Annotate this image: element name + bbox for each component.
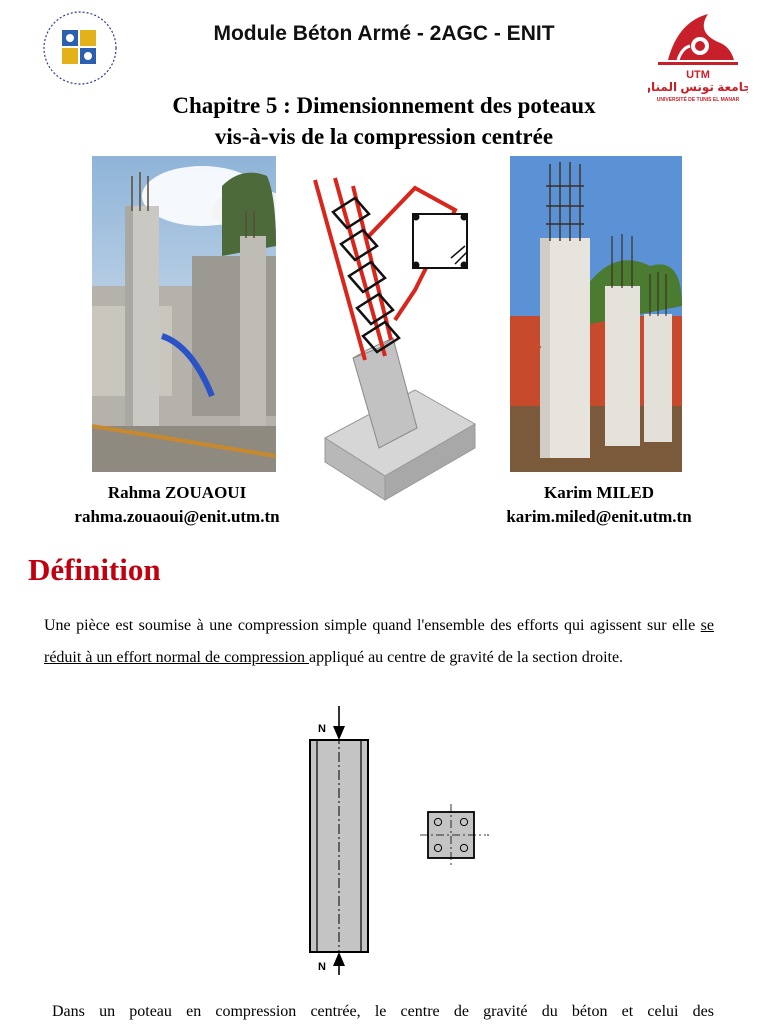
bottom-paragraph: Dans un poteau en compression centrée, le centre de gravité du béton et celui des xyxy=(52,1003,714,1020)
column-cross-section xyxy=(428,812,474,858)
enit-logo xyxy=(30,8,130,88)
photo-construction-site xyxy=(92,156,276,472)
photo-round-columns xyxy=(510,156,682,472)
author-email[interactable]: karim.miled@enit.utm.tn xyxy=(506,507,692,526)
author-name: Karim MILED xyxy=(543,483,655,502)
utm-logo-letters: UTM xyxy=(686,69,710,81)
definition-text-start: Une pièce est soumise à une compression simple quand l'ensemble des efforts qui agissent sur elle xyxy=(44,617,701,634)
module-title: Module Béton Armé - 2AGC - ENIT xyxy=(213,22,555,45)
compression-figure xyxy=(290,700,510,978)
force-label-bottom: N xyxy=(318,961,326,973)
author-email[interactable]: rahma.zouaoui@enit.utm.tn xyxy=(74,507,280,526)
definition-text-end: appliqué au centre de gravité de la section droite. xyxy=(308,649,624,666)
definition-paragraph xyxy=(44,610,714,674)
illustration-rebar-column xyxy=(305,170,485,518)
force-label-top: N xyxy=(318,723,326,735)
definition-text-underlined: se réduit à un effort normal de compression xyxy=(44,617,714,666)
author-name: Rahma ZOUAOUI xyxy=(107,483,247,502)
utm-logo-latin: UNIVERSITÉ DE TUNIS EL MANAR xyxy=(656,97,740,103)
chapter-title-line1: Chapitre 5 : Dimensionnement des poteaux xyxy=(172,93,596,118)
chapter-title-line2: vis-à-vis de la compression centrée xyxy=(214,124,554,149)
section-title-definition: Définition xyxy=(28,552,161,587)
author-card-1 xyxy=(44,481,310,529)
chapter-title xyxy=(0,90,768,152)
utm-logo-arabic: جامعة تونس المنار xyxy=(648,80,748,94)
author-card-2 xyxy=(466,481,732,529)
